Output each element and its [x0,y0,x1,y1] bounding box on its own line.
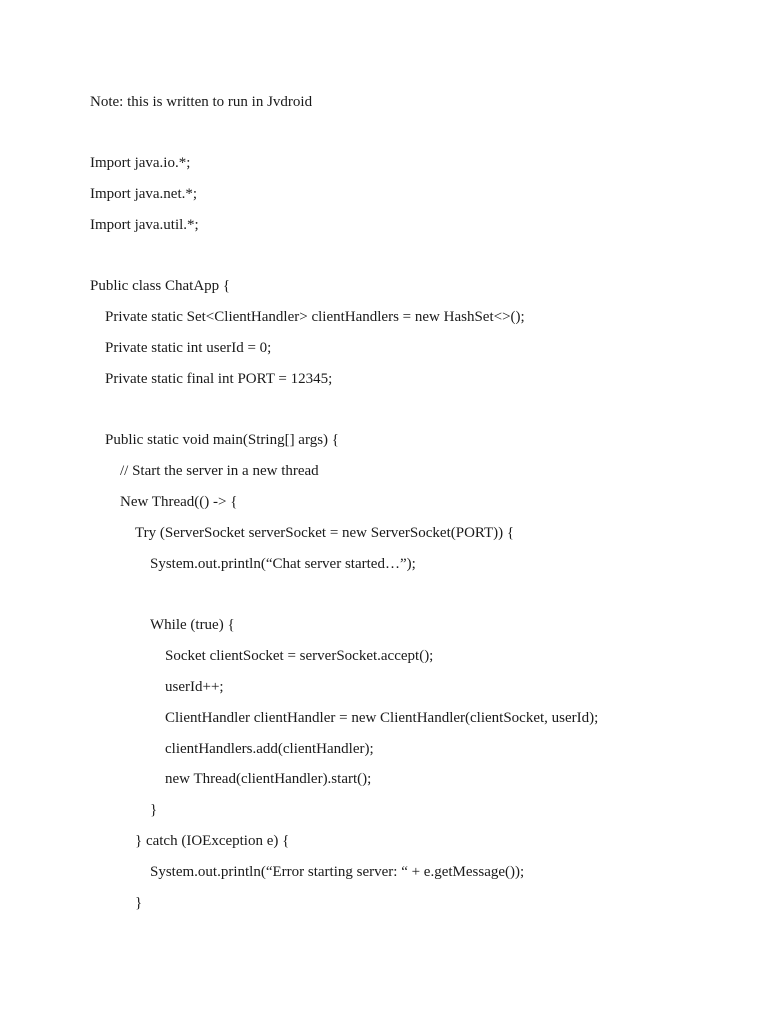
code-line: New Thread(() -> { [120,494,238,510]
import-line: Import java.net.*; [90,186,198,202]
code-line: new Thread(clientHandler).start(); [165,771,372,787]
code-line: Try (ServerSocket serverSocket = new ServerSocket(PORT)) { [135,525,515,541]
code-line: userId++; [165,679,224,695]
code-line: While (true) { [150,617,235,633]
code-comment: // Start the server in a new thread [120,463,319,479]
closing-brace: } [135,895,143,911]
field-declaration: Private static Set<ClientHandler> clientHandlers = new HashSet<>(); [105,309,525,325]
field-declaration: Private static final int PORT = 12345; [105,371,333,387]
note-line: Note: this is written to run in Jvdroid [90,94,313,110]
code-line: ClientHandler clientHandler = new ClientHandler(clientSocket, userId); [165,710,599,726]
field-declaration: Private static int userId = 0; [105,340,272,356]
method-declaration: Public static void main(String[] args) { [105,432,339,448]
import-line: Import java.io.*; [90,155,191,171]
code-line: Socket clientSocket = serverSocket.accept(); [165,648,434,664]
closing-brace: } [150,802,158,818]
import-line: Import java.util.*; [90,217,199,233]
code-line: System.out.println(“Chat server started…”); [150,556,416,572]
code-line: System.out.println(“Error starting server: “ + e.getMessage()); [150,864,525,880]
code-line: clientHandlers.add(clientHandler); [165,741,374,757]
class-declaration: Public class ChatApp { [90,278,231,294]
code-line: } catch (IOException e) { [135,833,290,849]
